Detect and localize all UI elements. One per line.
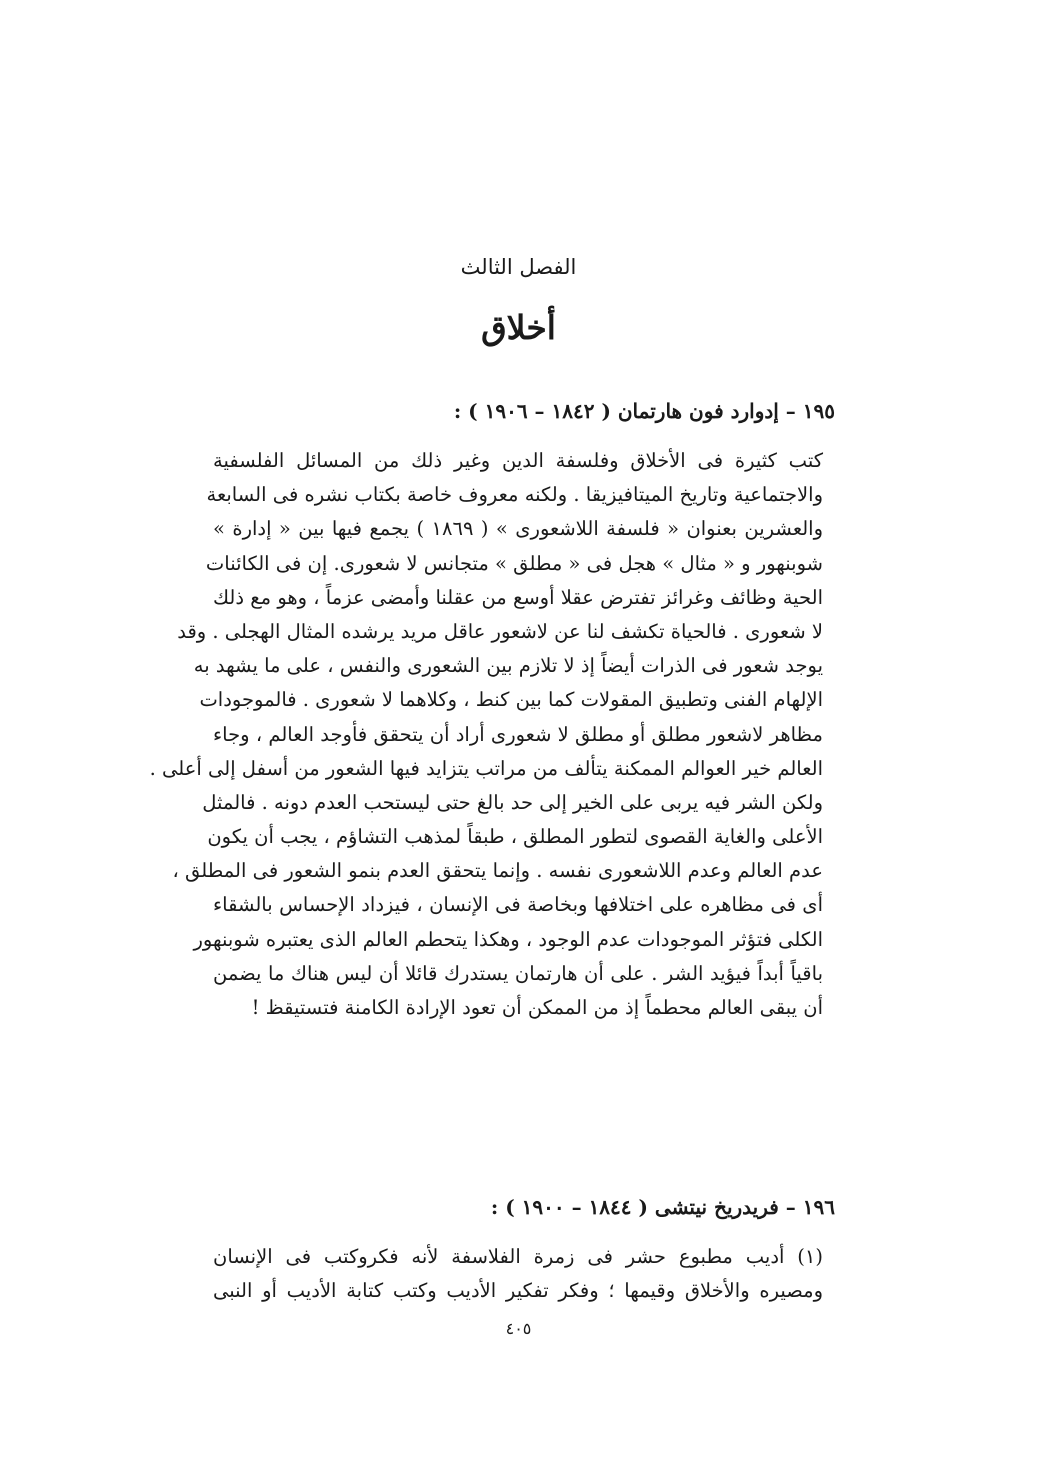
section-heading-195: ١٩٥ – إدوارد فون هارتمان ( ١٨٤٢ – ١٩٠٦ ) :: [453, 399, 835, 423]
paragraph-line: الكلى فتؤثر الموجودات عدم الوجود ، وهكذا يتحطم العالم الذى يعتبره شوبنهور: [193, 927, 823, 951]
paragraph-line: عدم العالم وعدم اللاشعورى نفسه . وإنما يتحقق العدم بنمو الشعور فى المطلق ،: [172, 859, 823, 883]
paragraph-line: لا شعورى . فالحياة تكشف لنا عن لاشعور عاقل مريد يرشده المثال الهجلى . وقد: [177, 619, 823, 643]
section-196-paragraph: [213, 1240, 823, 1308]
page-number: ٤٠٥: [505, 1319, 532, 1338]
paragraph-line: يوجد شعور فى الذرات أيضاً إذ لا تلازم بين الشعورى والنفس ، على ما يشهد به: [193, 654, 823, 678]
paragraph-line: الحية وظائف وغرائز تفترض عقلا أوسع من عقلنا وأمضى عزماً ، وهو مع ذلك: [213, 585, 823, 609]
paragraph-line: والاجتماعية وتاريخ الميتافيزيقا . ولكنه معروف خاصة بكتاب نشره فى السابعة: [206, 483, 823, 507]
paragraph-line: العالم خير العوالم الممكنة يتألف من مراتب يتزايد فيها الشعور من أسفل إلى أعلى .: [149, 756, 823, 780]
paragraph-line: (١) أديب مطبوع حشر فى زمرة الفلاسفة لأنه فكروكتب فى الإنسان: [213, 1245, 823, 1268]
paragraph-line: ومصيره والأخلاق وقيمها ؛ وفكر تفكير الأديب وكتب كتابة الأديب أو النبى: [213, 1279, 823, 1303]
paragraph-line: أن يبقى العالم محطماً إذ من الممكن أن تعود الإرادة الكامنة فتستيقظ !: [251, 996, 823, 1019]
section-heading-196: ١٩٦ – فريدريخ نيتشى ( ١٨٤٤ – ١٩٠٠ ) :: [490, 1195, 835, 1219]
paragraph-line: ولكن الشر فيه يربى على الخير إلى حد بالغ حتى ليستحب العدم دونه . فالمثل: [202, 790, 823, 814]
section-195-paragraph: [149, 444, 824, 1025]
paragraph-line: أى فى مظاهره على اختلافها وبخاصة فى الإنسان ، فيزداد الإحساس بالشقاء: [213, 893, 823, 917]
paragraph-line: الإلهام الفنى وتطبيق المقولات كما بين كنط ، وكلاهما لا شعورى . فالموجودات: [199, 688, 823, 712]
paragraph-line: شوبنهور و « مثال » هجل فى « مطلق » متجانس لا شعورى. إن فى الكائنات: [205, 551, 823, 575]
chapter-label: الفصل الثالث: [460, 255, 577, 279]
paragraph-line: مظاهر لاشعور مطلق أو مطلق لا شعورى أراد أن يتحقق فأوجد العالم ، وجاء: [213, 722, 823, 746]
chapter-title: أخلاق: [481, 308, 556, 347]
paragraph-line: والعشرين بعنوان « فلسفة اللاشعورى » ( ١٨٦٩ ) يجمع فيها بين « إدارة »: [213, 517, 824, 541]
paragraph-line: كتب كثيرة فى الأخلاق وفلسفة الدين وغير ذلك من المسائل الفلسفية: [213, 449, 823, 472]
paragraph-line: باقياً أبداً فيؤيد الشر . على أن هارتمان يستدرك قائلا أن ليس هناك ما يضمن: [213, 961, 823, 985]
paragraph-line: الأعلى والغاية القصوى لتطور المطلق ، طبقاً لمذهب التشاؤم ، يجب أن يكون: [207, 825, 823, 849]
